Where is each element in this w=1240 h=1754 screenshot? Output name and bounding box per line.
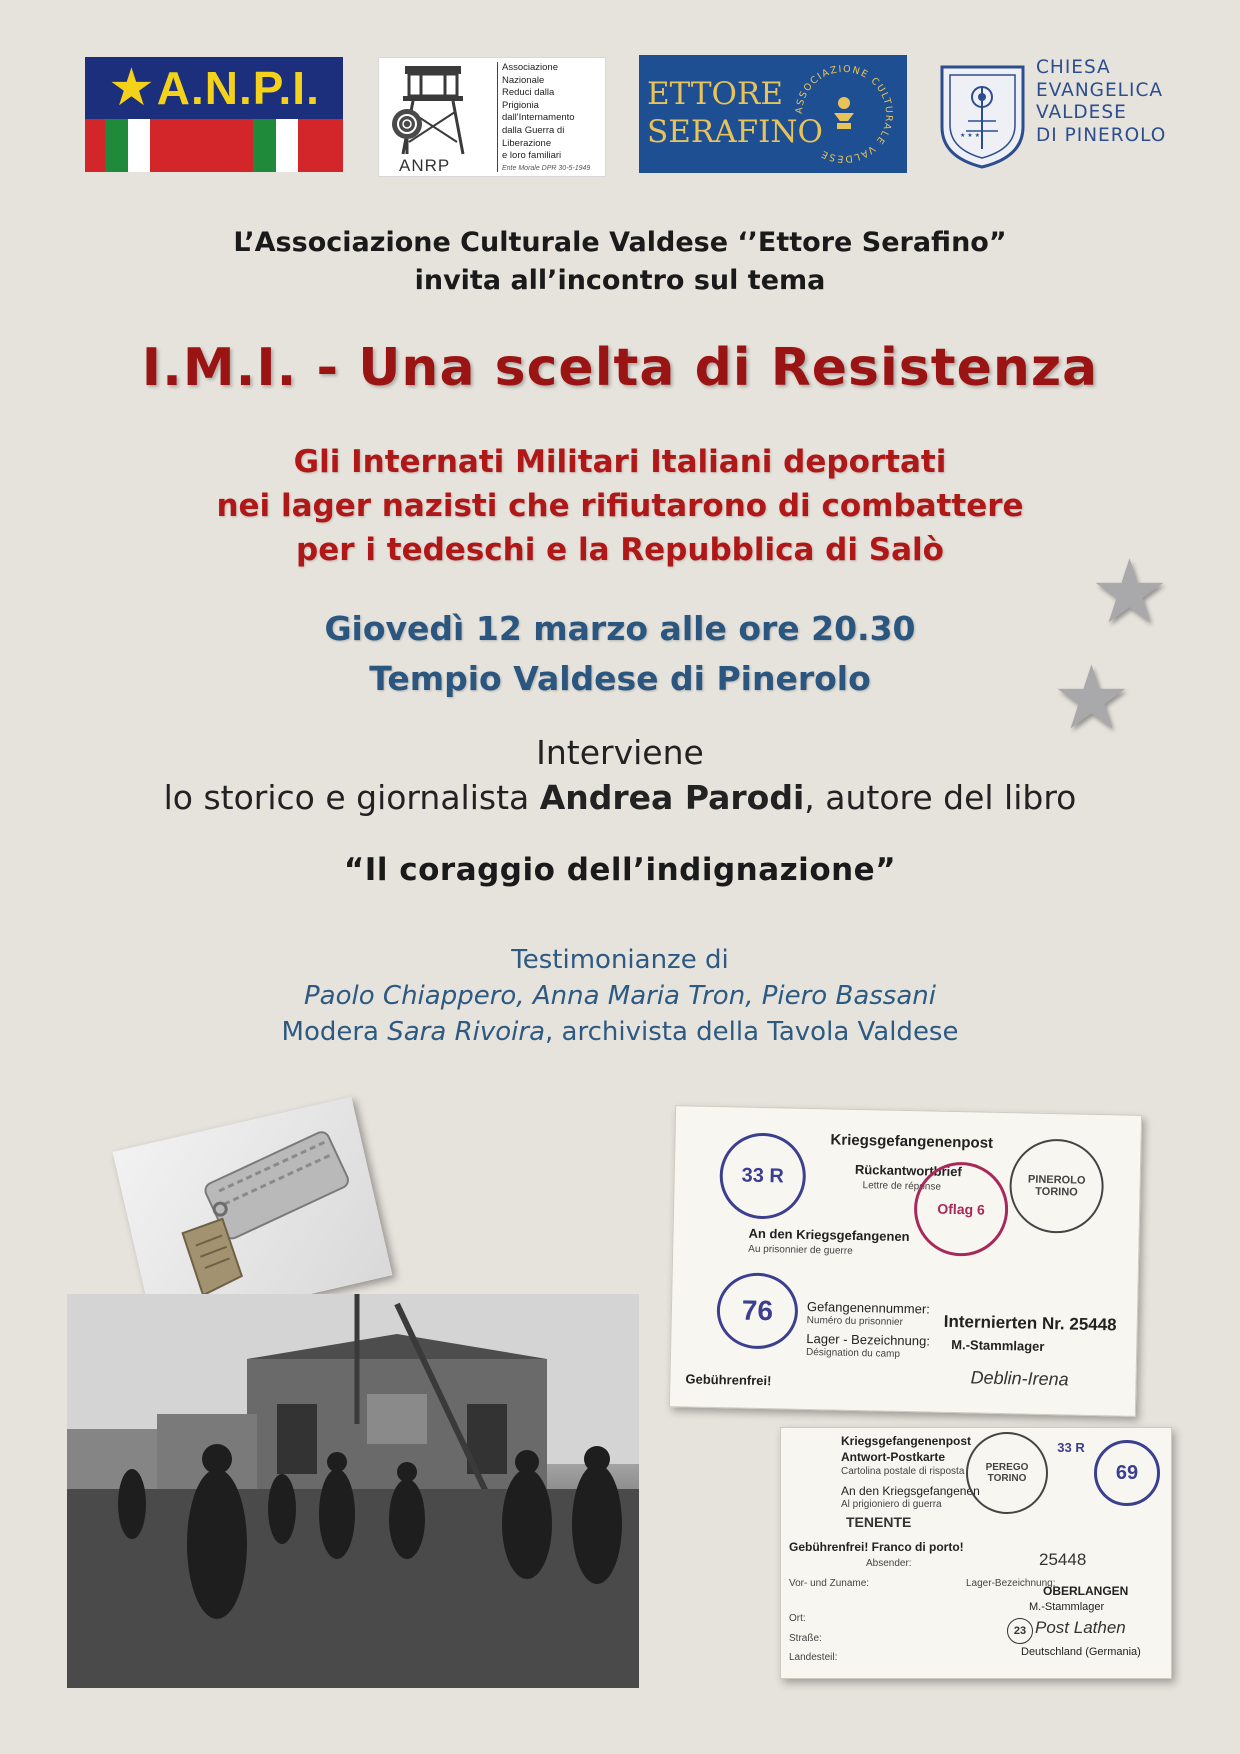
doc2-number-stamp — [1094, 1440, 1160, 1506]
doc1-camp-label: Lager - Bezeichnung: — [806, 1330, 931, 1349]
chiesa-line: DI PINEROLO — [1036, 124, 1167, 146]
waldensian-seal-icon — [936, 57, 1029, 171]
chiesa-line: CHIESA — [1036, 57, 1111, 78]
event-title: I.M.I. - Una scelta di Resistenza — [141, 338, 1099, 398]
chiesa-valdese-logo — [936, 55, 1186, 175]
doc2-post: Post Lathen — [1035, 1618, 1126, 1637]
doc2-post-number: 23 — [1013, 1625, 1027, 1637]
event-subtitle — [0, 440, 1240, 572]
doc2-oberlangen: OBERLANGEN — [1043, 1584, 1129, 1598]
doc2-censor-stamp — [1056, 1436, 1086, 1458]
doc2-ort: Ort: — [789, 1613, 806, 1624]
doc2-postmark — [966, 1432, 1048, 1514]
postmark-text: PINEROLO TORINO — [1027, 1173, 1086, 1199]
ettore-serafino-logo — [639, 55, 907, 173]
doc2-to-sub: Al prigioniero di guerra — [841, 1499, 942, 1510]
anrp-logo — [378, 57, 606, 177]
anrp-line: Reduci dalla — [502, 87, 555, 99]
testimony-names: Paolo Chiappero, Anna Maria Tron, Piero Bassani — [304, 981, 936, 1011]
doc1-stammlager: M.-Stammlager — [951, 1336, 1045, 1354]
doc1-header: Kriegsgefangenenpost — [830, 1131, 994, 1152]
subtitle-line-3: per i tedeschi e la Repubblica di Salò — [296, 532, 944, 568]
tricolour-flag — [85, 119, 343, 172]
censor-stamp-text: 33 R — [741, 1164, 785, 1187]
chiesa-line: VALDESE — [1036, 102, 1127, 123]
ettore-serafino-name — [647, 75, 823, 151]
oflag-stamp — [913, 1161, 1009, 1257]
doc2-free: Gebührenfrei! Franco di porto! — [789, 1540, 964, 1554]
anpi-logo — [85, 57, 343, 172]
anrp-line: e loro familiari — [502, 150, 562, 162]
doc2-number: 25448 — [1039, 1550, 1087, 1569]
number-stamp — [716, 1272, 799, 1350]
doc2-country: Deutschland (Germania) — [1021, 1646, 1141, 1658]
anrp-line: Nazionale — [502, 74, 545, 86]
anrp-label: ANRP — [399, 156, 451, 175]
subtitle-line-1: Gli Internati Militari Italiani deportati — [293, 444, 947, 480]
doc2-cartolina: Cartolina postale di risposta — [841, 1466, 965, 1477]
postmark-stamp — [1009, 1138, 1105, 1234]
intro-line-1: L’Associazione Culturale Valdese ‘’Ettore Serafino” — [233, 227, 1007, 258]
doc1-deblin: Deblin-Irena — [970, 1367, 1069, 1390]
svg-text:★ ★ ★: ★ ★ ★ — [960, 132, 980, 139]
doc1-intern-number: Internierten Nr. 25448 — [943, 1311, 1117, 1335]
doc2-strasse: Straße: — [789, 1633, 822, 1644]
book-title: “Il coraggio dell’indignazione” — [343, 852, 897, 888]
ring-text: ASSOCIAZIONE CULTURALE VALDESE — [793, 63, 895, 165]
ettore-line: ETTORE — [647, 76, 783, 112]
doc1-number-label: Gefangenennummer: — [806, 1298, 931, 1317]
event-date: Giovedì 12 marzo alle ore 20.30 — [324, 609, 916, 648]
event-when — [0, 604, 1240, 704]
anrp-line: dall'Internamento — [502, 112, 575, 124]
moderator-role: , archivista della Tavola Valdese — [545, 1017, 959, 1047]
doc2-landesteil: Landesteil: — [789, 1652, 838, 1663]
doc1-to: An den Kriegsgefangenen — [748, 1225, 910, 1245]
postcard-document-1 — [669, 1105, 1142, 1417]
doc2-number-stamp-text: 69 — [1115, 1461, 1139, 1484]
testimonies-block — [0, 942, 1240, 1050]
event-place: Tempio Valdese di Pinerolo — [369, 659, 871, 698]
anpi-text: A.N.P.I. — [156, 62, 320, 114]
number-stamp-text: 76 — [741, 1294, 774, 1327]
speaker-name: Andrea Parodi — [539, 778, 805, 817]
doc2-subheader: Antwort-Postkarte — [841, 1450, 946, 1464]
doc2-lager: Lager-Bezeichnung: — [966, 1578, 1056, 1589]
oflag-stamp-text: Oflag 6 — [937, 1200, 985, 1218]
doc1-to-sub: Au prisonnier de guerre — [748, 1243, 853, 1257]
star-icon: ★ — [108, 58, 155, 118]
doc1-camp-sub: Désignation du camp — [805, 1346, 901, 1360]
speaker-suffix: , autore del libro — [804, 778, 1077, 817]
anrp-line: Associazione — [502, 62, 558, 73]
camp-photo — [67, 1294, 639, 1688]
doc2-absender: Absender: — [866, 1558, 912, 1569]
doc2-to: An den Kriegsgefangenen — [841, 1484, 980, 1498]
anrp-line: dalla Guerra di Liberazione — [502, 124, 565, 149]
censor-stamp — [719, 1132, 807, 1220]
intro-line-2: invita all’incontro sul tema — [414, 265, 826, 296]
chiesa-line: EVANGELICA — [1036, 79, 1164, 101]
postcard-document-2 — [780, 1427, 1172, 1679]
testimonies-heading: Testimonianze di — [511, 945, 729, 975]
speaker-intro: Interviene — [536, 733, 704, 772]
prison-camp-picture — [67, 1294, 639, 1688]
star-icon: ★ — [1090, 540, 1169, 643]
doc2-postmark-text: PEREGO TORINO — [985, 1462, 1029, 1484]
moderator-line — [0, 1014, 1240, 1050]
anrp-line: Prigionia — [502, 99, 539, 111]
chiesa-name — [1036, 57, 1166, 147]
doc1-free: Gebührenfrei! — [685, 1371, 772, 1389]
doc2-header: Kriegsgefangenenpost — [841, 1434, 972, 1448]
doc2-stammlager: M.-Stammlager — [1029, 1601, 1105, 1613]
anrp-description — [497, 62, 608, 172]
star-icon: ★ — [1052, 646, 1131, 749]
doc2-censor-text: 33 R — [1057, 1439, 1085, 1455]
serafino-line: SERAFINO — [647, 114, 823, 150]
doc1-reply-sub: Lettre de réponse — [862, 1180, 942, 1193]
moderator-prefix: Modera — [281, 1017, 388, 1047]
association-ring-icon — [789, 61, 899, 167]
doc1-number-sub: Numéro du prisonnier — [806, 1314, 903, 1328]
speaker-line — [0, 775, 1240, 820]
moderator-name: Sara Rivoira — [387, 1017, 546, 1047]
doc2-rank: TENENTE — [846, 1514, 912, 1530]
doc1-reply: Rückantwortbrief — [854, 1161, 962, 1180]
speaker-block — [0, 730, 1240, 820]
subtitle-line-2: nei lager nazisti che rifiutarono di combattere — [216, 488, 1024, 524]
doc2-post-number-stamp — [1007, 1618, 1033, 1644]
anpi-wordmark — [85, 57, 343, 119]
intro-text — [0, 224, 1240, 300]
anrp-fineprint: Ente Morale DPR 30-5-1949 — [502, 164, 591, 172]
watchtower-icon — [385, 62, 493, 157]
doc2-name-label: Vor- und Zuname: — [789, 1578, 870, 1589]
speaker-role: lo storico e giornalista — [163, 778, 540, 817]
